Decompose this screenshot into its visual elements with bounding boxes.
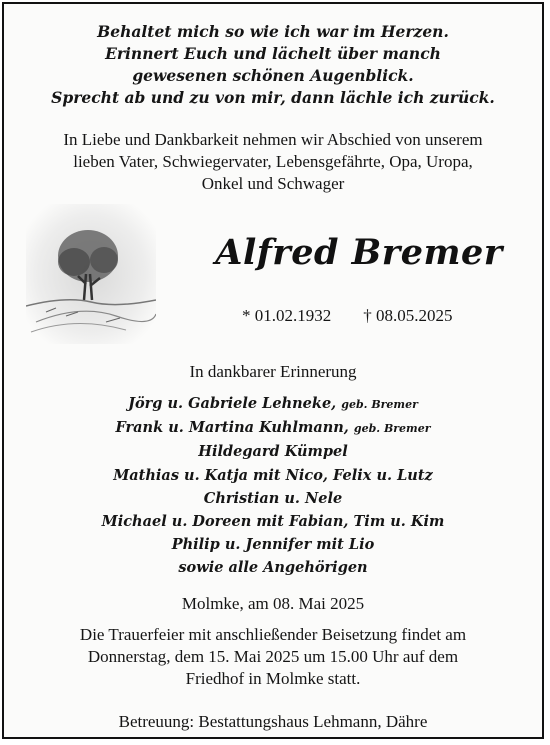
mourner-note: geb. Bremer <box>353 422 431 436</box>
funeral-line: Friedhof in Molmke statt. <box>185 669 361 688</box>
poem-line: Behaltet mich so wie ich war im Herzen. <box>97 22 449 41</box>
mourners-list <box>4 392 542 580</box>
mourner-line: sowie alle Angehörigen <box>178 559 368 577</box>
deceased-name: Alfred Bremer <box>215 232 503 273</box>
mourner-line <box>4 392 542 416</box>
mourner-line: Michael u. Doreen mit Fabian, Tim u. Kim <box>101 513 445 531</box>
mourner-line: Philip u. Jennifer mit Lio <box>171 536 375 554</box>
mourners-label: In dankbarer Erinnerung <box>189 362 357 381</box>
obituary-frame <box>2 2 544 739</box>
place-date: Molmke, am 08. Mai 2025 <box>181 594 365 613</box>
funeral-line: Donnerstag, dem 15. Mai 2025 um 15.00 Uhr auf dem <box>87 647 459 666</box>
mourner-name: Jörg u. Gabriele Lehneke, <box>128 395 337 412</box>
funeral-line: Die Trauerfeier mit anschließender Beisetzung findet am <box>79 625 467 644</box>
funeral-info <box>4 624 542 690</box>
life-dates <box>242 306 482 326</box>
poem-block <box>4 21 542 109</box>
poem-line: Sprecht ab und zu von mir, dann lächle ich zurück. <box>51 88 495 107</box>
mourner-note: geb. Bremer <box>341 398 418 411</box>
intro-text <box>4 129 542 195</box>
birth-date: * 01.02.1932 <box>242 306 332 325</box>
mourner-line: Christian u. Nele <box>203 489 343 507</box>
intro-line: Onkel und Schwager <box>201 174 345 193</box>
intro-line: In Liebe und Dankbarkeit nehmen wir Abschied von unserem <box>63 130 483 149</box>
tree-landscape-icon <box>26 204 156 344</box>
intro-line: lieben Vater, Schwiegervater, Lebensgefährte, Opa, Uropa, <box>73 152 473 171</box>
funeral-home-credit: Betreuung: Bestattungshaus Lehmann, Dähre <box>118 712 428 731</box>
poem-line: Erinnert Euch und lächelt über manch <box>105 44 441 63</box>
death-date: † 08.05.2025 <box>363 306 453 325</box>
poem-line: gewesenen schönen Augenblick. <box>132 66 414 85</box>
mourner-line: Hildegard Kümpel <box>198 443 348 461</box>
mourner-name: Frank u. Martina Kuhlmann, <box>115 419 349 437</box>
mourner-line <box>4 416 542 440</box>
mourner-line: Mathias u. Katja mit Nico, Felix u. Lutz <box>113 466 433 484</box>
